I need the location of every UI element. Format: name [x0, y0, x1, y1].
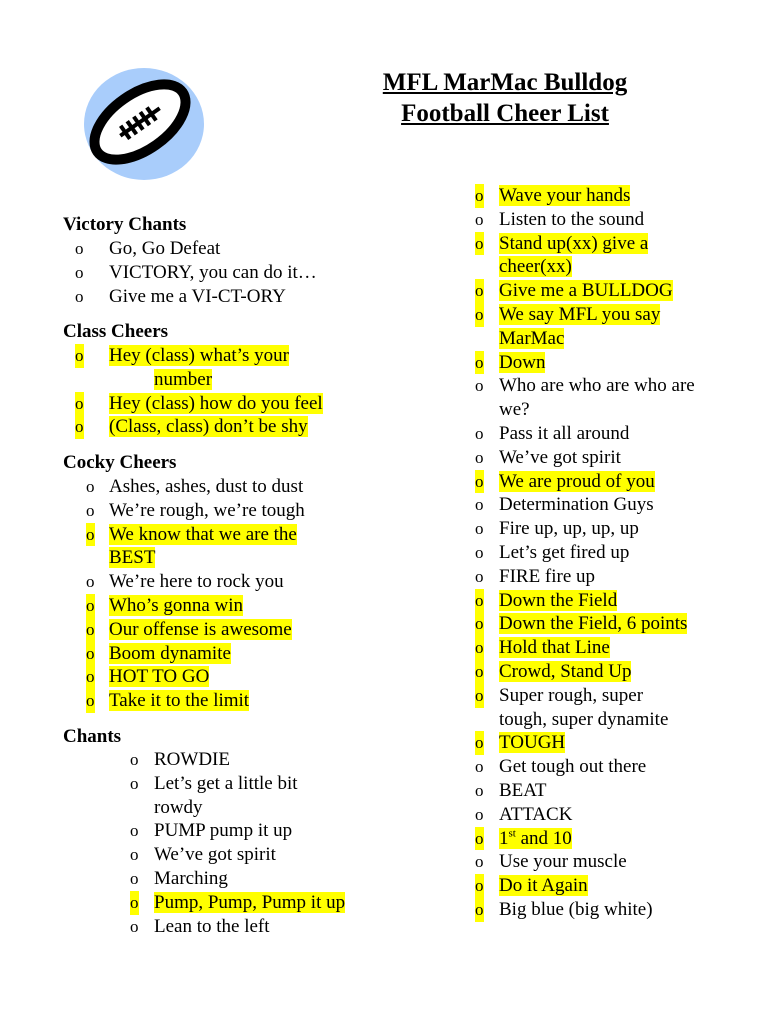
list-item	[475, 446, 765, 470]
bullet-marker: o	[475, 495, 484, 515]
bullet-marker: o	[475, 232, 484, 256]
item-text	[499, 828, 572, 849]
bullet-marker: o	[475, 852, 484, 872]
item-text: Pass it all around	[499, 422, 630, 444]
item-text: Wave your hands	[499, 185, 631, 206]
bullet-marker: o	[130, 916, 139, 936]
item-text: We’ve got spirit	[499, 446, 621, 468]
section-heading-class: Class Cheers	[63, 321, 169, 342]
item-text: We’re rough, we’re tough	[109, 499, 305, 521]
class-list	[75, 344, 365, 439]
football-logo	[72, 64, 208, 190]
bullet-marker: o	[130, 845, 139, 865]
item-text: We are proud of you	[499, 470, 655, 492]
item-text: Do it Again	[499, 875, 588, 897]
bullet-marker: o	[86, 665, 95, 689]
bullet-marker: o	[475, 447, 484, 467]
bullet-marker: o	[86, 500, 95, 520]
list-item	[475, 541, 765, 565]
item-text: Take it to the limit	[109, 690, 250, 712]
item-text-continued: rowdy	[154, 796, 203, 818]
page-title-line2: Football Cheer List	[401, 100, 609, 127]
section-heading-cocky: Cocky Cheers	[63, 452, 177, 473]
bullet-marker: o	[475, 470, 484, 494]
item-text: ATTACK	[499, 803, 573, 825]
right-cheer-list	[475, 184, 765, 922]
list-item	[75, 261, 365, 285]
item-text: FIRE fire up	[499, 565, 596, 587]
item-text: (Class, class) don’t be shy	[109, 416, 308, 438]
list-item	[475, 898, 765, 922]
item-text-continued: BEST	[109, 547, 156, 569]
item-text: Who’s gonna win	[109, 594, 244, 616]
bullet-marker: o	[475, 827, 484, 851]
list-item	[475, 279, 765, 303]
list-item	[86, 594, 386, 618]
item-text: Hold that Line	[499, 637, 610, 659]
list-item	[475, 636, 765, 660]
list-item	[475, 827, 765, 851]
bullet-marker: o	[130, 773, 139, 793]
item-text: Fire up, up, up, up	[499, 518, 639, 540]
item-text: We’re here to rock you	[109, 571, 284, 593]
bullet-marker: o	[475, 566, 484, 586]
bullet-marker: o	[86, 594, 95, 618]
list-item	[475, 612, 765, 636]
list-item	[475, 684, 765, 732]
bullet-marker: o	[475, 279, 484, 303]
item-text: Use your muscle	[499, 851, 627, 873]
list-item	[86, 523, 386, 571]
item-text: Hey (class) how do you feel	[109, 392, 323, 414]
bullet-marker: o	[475, 589, 484, 613]
item-text: ROWDIE	[154, 749, 230, 770]
bullet-marker: o	[475, 780, 484, 800]
item-text: VICTORY, you can do it…	[109, 261, 317, 283]
chants-list	[130, 748, 390, 938]
list-item	[75, 392, 365, 416]
list-item	[475, 232, 765, 280]
list-item	[475, 303, 765, 351]
bullet-marker: o	[86, 618, 95, 642]
item-text: Ashes, ashes, dust to dust	[109, 476, 304, 497]
list-item	[86, 499, 386, 523]
bullet-marker: o	[475, 636, 484, 660]
bullet-marker: o	[475, 303, 484, 327]
section-heading-victory: Victory Chants	[63, 214, 187, 235]
list-item	[475, 731, 765, 755]
page-title-line1: MFL MarMac Bulldog	[382, 69, 628, 96]
list-item	[75, 344, 365, 392]
item-text-continued: MarMac	[499, 327, 565, 349]
list-item	[130, 891, 390, 915]
bullet-marker: o	[475, 898, 484, 922]
item-text: Lean to the left	[154, 915, 270, 937]
list-item	[130, 748, 390, 772]
cocky-list	[86, 475, 386, 713]
item-text: Crowd, Stand Up	[499, 660, 632, 682]
list-item	[475, 779, 765, 803]
list-item	[475, 351, 765, 375]
list-item	[475, 208, 765, 232]
item-text: Give me a BULLDOG	[499, 280, 673, 302]
item-text: Determination Guys	[499, 494, 654, 516]
item-text: Who are who are who are	[499, 375, 695, 397]
bullet-marker: o	[86, 689, 95, 713]
item-text: Down the Field	[499, 589, 618, 611]
bullet-marker: o	[475, 376, 484, 396]
bullet-marker: o	[75, 392, 84, 416]
item-text: Go, Go Defeat	[109, 238, 221, 259]
list-item	[130, 819, 390, 843]
section-heading-chants: Chants	[63, 726, 122, 747]
item-text-continued: number	[154, 368, 213, 390]
list-item	[475, 660, 765, 684]
bullet-marker: o	[475, 731, 484, 755]
list-item	[86, 618, 386, 642]
bullet-marker: o	[475, 184, 484, 208]
item-text: Boom dynamite	[109, 642, 231, 664]
bullet-marker: o	[86, 572, 95, 592]
list-item	[130, 867, 390, 891]
bullet-marker: o	[475, 423, 484, 443]
list-item	[75, 285, 365, 309]
item-text-after: and 10	[515, 827, 572, 849]
item-text: Let’s get fired up	[499, 541, 630, 563]
football-icon	[81, 68, 204, 180]
item-text: We say MFL you say	[499, 303, 661, 325]
bullet-marker: o	[86, 642, 95, 666]
item-text-superscript: st	[508, 827, 516, 840]
list-item	[475, 470, 765, 494]
list-item	[75, 415, 365, 439]
bullet-marker: o	[475, 804, 484, 824]
bullet-marker: o	[475, 351, 484, 375]
list-item	[75, 237, 365, 261]
item-text: PUMP pump it up	[154, 820, 293, 842]
item-text: BEAT	[499, 779, 547, 801]
item-text-continued: we?	[499, 399, 530, 421]
bullet-marker: o	[130, 821, 139, 841]
item-text: Down	[499, 351, 546, 373]
bullet-marker: o	[130, 868, 139, 888]
bullet-marker: o	[75, 344, 84, 368]
bullet-marker: o	[130, 891, 139, 915]
list-item	[86, 689, 386, 713]
list-item	[86, 642, 386, 666]
list-item	[130, 843, 390, 867]
item-text: Let’s get a little bit	[154, 772, 298, 794]
list-item	[130, 915, 390, 939]
item-text: Stand up(xx) give a	[499, 232, 649, 254]
list-item	[475, 184, 765, 208]
item-text: Super rough, super	[499, 684, 644, 706]
item-text: We know that we are the	[109, 523, 297, 545]
list-item	[86, 475, 386, 499]
list-item	[475, 803, 765, 827]
bullet-marker: o	[475, 757, 484, 777]
item-text: Our offense is awesome	[109, 618, 292, 640]
item-text: Marching	[154, 867, 228, 889]
list-item	[475, 850, 765, 874]
item-text: We’ve got spirit	[154, 844, 276, 866]
list-item	[475, 422, 765, 446]
item-text-continued: tough, super dynamite	[499, 708, 669, 730]
list-item	[475, 589, 765, 613]
bullet-marker: o	[75, 286, 84, 306]
list-item	[475, 493, 765, 517]
bullet-marker: o	[86, 477, 95, 496]
item-text: Give me a VI-CT-ORY	[109, 285, 286, 307]
bullet-marker: o	[475, 684, 484, 708]
item-text-base: 1	[499, 827, 509, 849]
bullet-marker: o	[475, 612, 484, 636]
item-text: HOT TO GO	[109, 666, 210, 688]
item-text: Down the Field, 6 points	[499, 613, 688, 635]
bullet-marker: o	[130, 750, 139, 769]
bullet-marker: o	[475, 209, 484, 229]
list-item	[86, 570, 386, 594]
list-item	[475, 374, 765, 422]
bullet-marker: o	[75, 415, 84, 439]
bullet-marker: o	[86, 523, 95, 547]
bullet-marker: o	[475, 874, 484, 898]
item-text: Get tough out there	[499, 756, 647, 778]
bullet-marker: o	[475, 542, 484, 562]
item-text: Big blue (big white)	[499, 898, 653, 920]
item-text: TOUGH	[499, 732, 566, 754]
item-text-continued: cheer(xx)	[499, 256, 572, 278]
bullet-marker: o	[475, 519, 484, 539]
list-item	[475, 517, 765, 541]
bullet-marker: o	[75, 262, 84, 282]
victory-list	[75, 237, 365, 308]
list-item	[86, 665, 386, 689]
list-item	[475, 755, 765, 779]
item-text: Listen to the sound	[499, 208, 645, 230]
bullet-marker: o	[475, 660, 484, 684]
item-text: Hey (class) what’s your	[109, 345, 289, 366]
list-item	[475, 565, 765, 589]
bullet-marker: o	[75, 239, 84, 258]
list-item	[130, 772, 390, 820]
item-text: Pump, Pump, Pump it up	[154, 891, 346, 913]
list-item	[475, 874, 765, 898]
